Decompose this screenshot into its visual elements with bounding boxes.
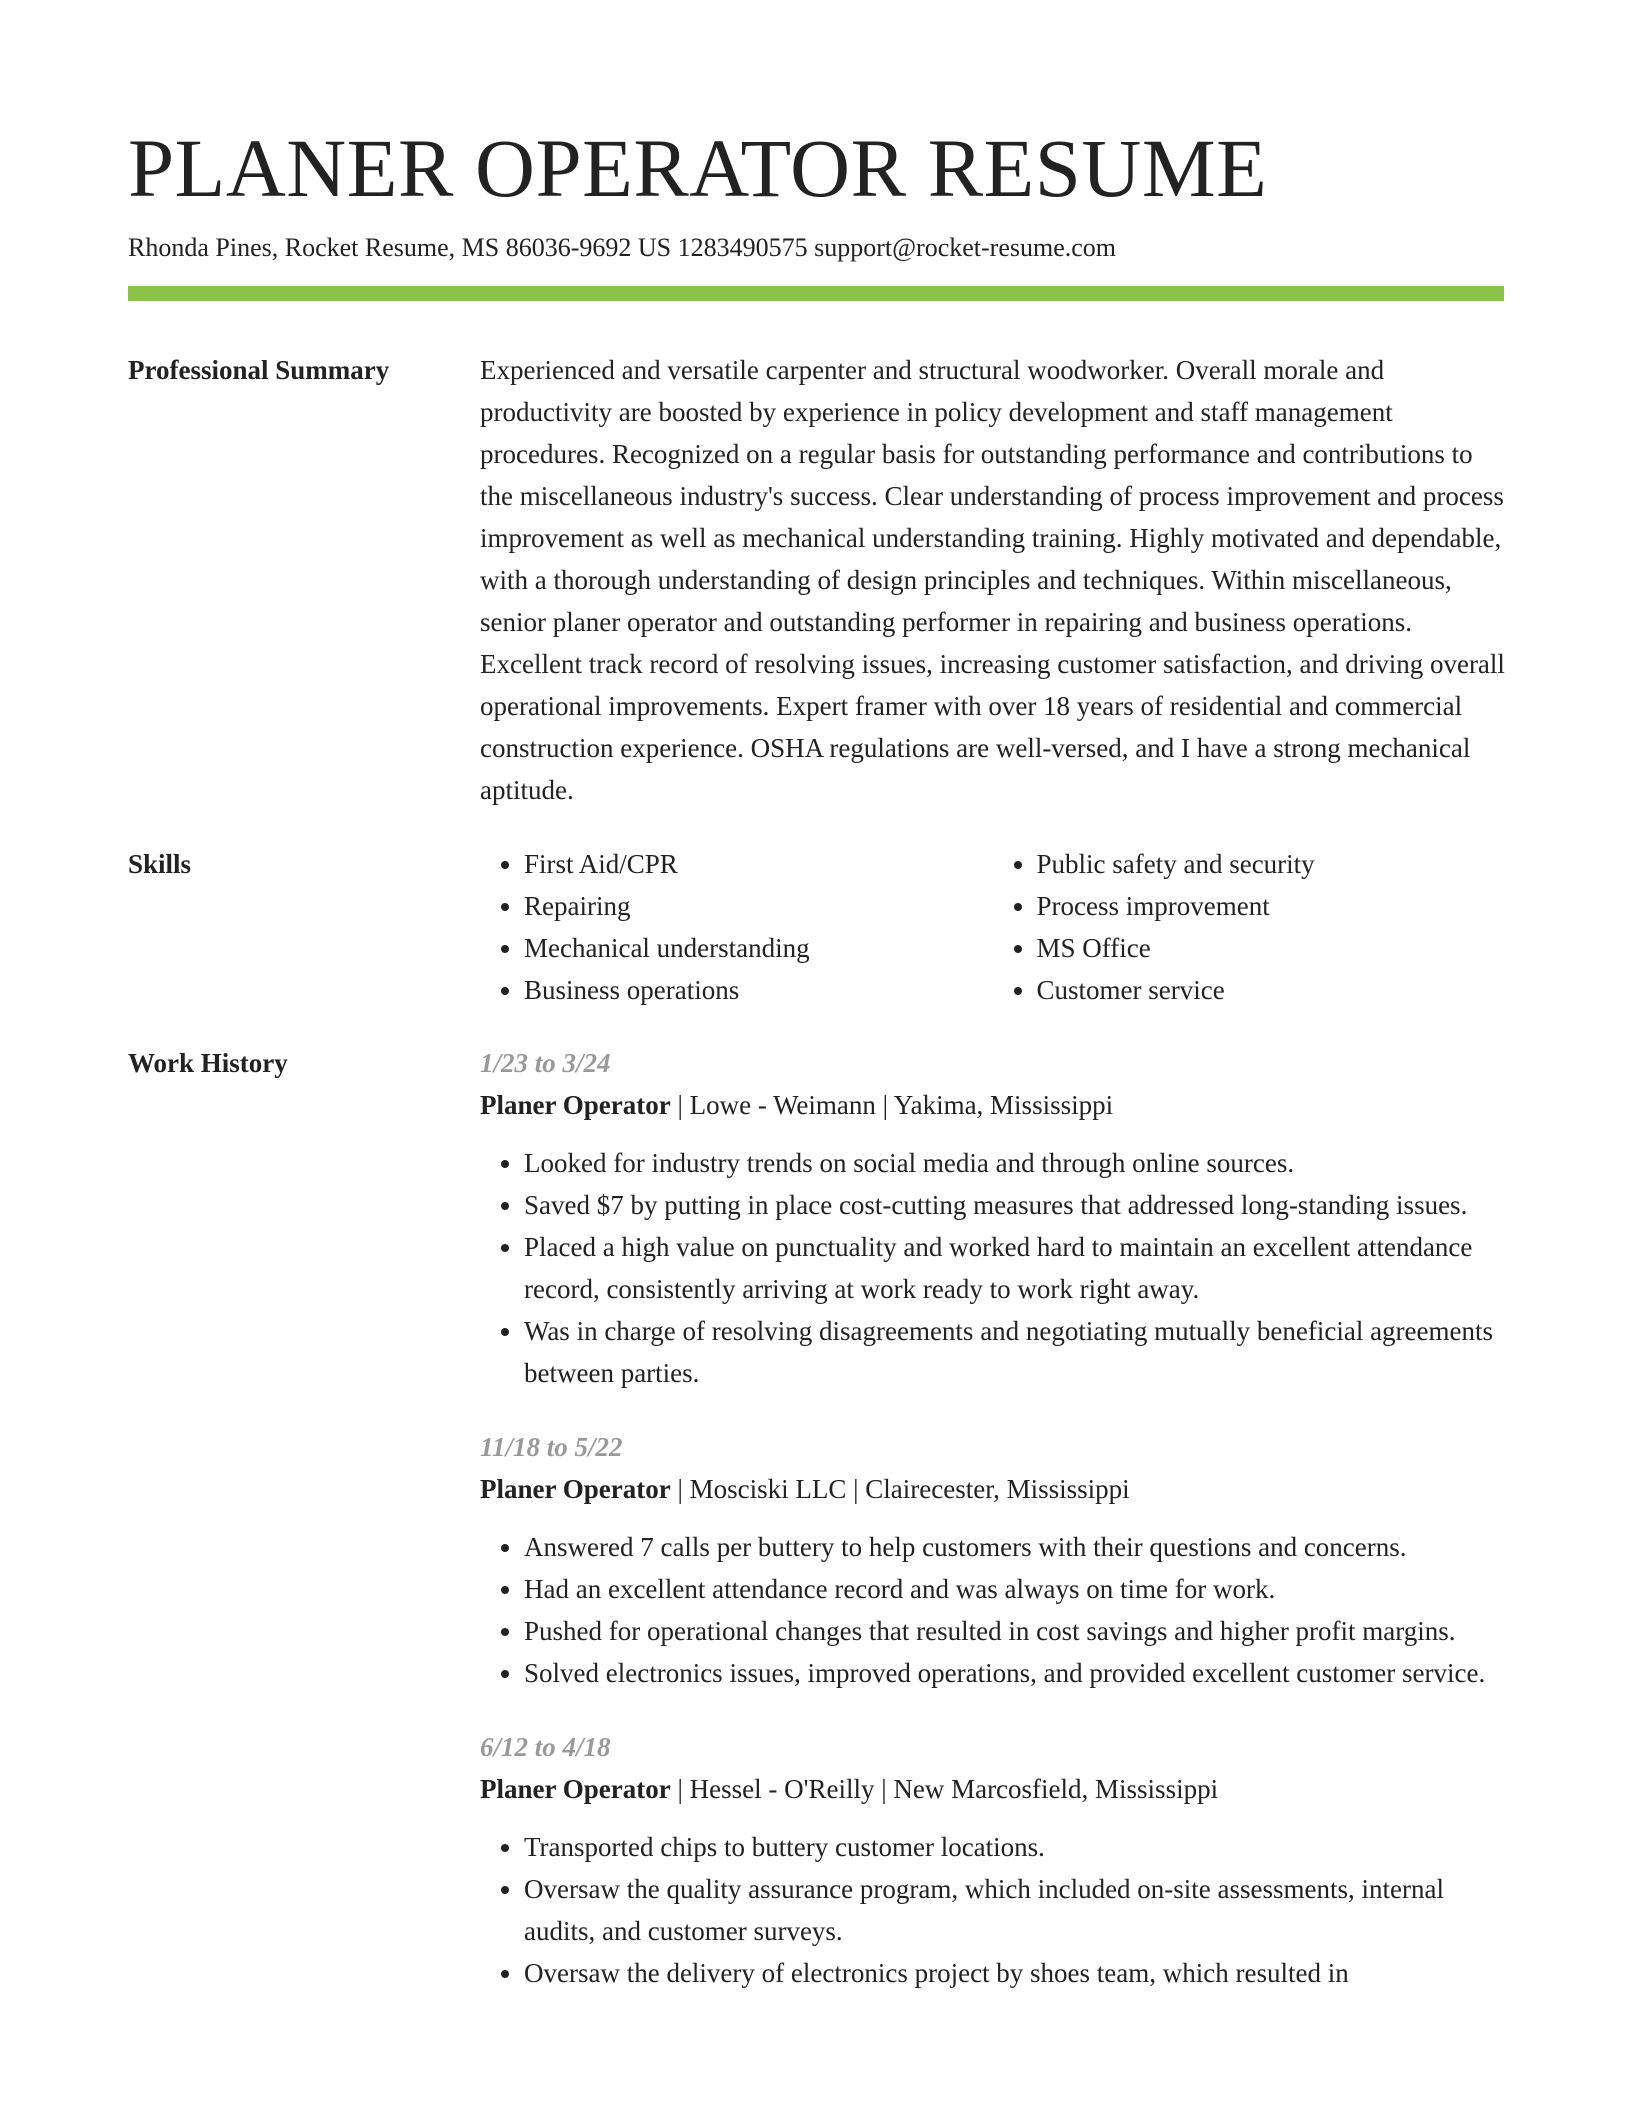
skill-item: • Repairing: [524, 885, 993, 927]
skills-list-left: [480, 843, 993, 1011]
accent-divider: [128, 286, 1504, 301]
resume-title: PLANER OPERATOR RESUME: [128, 122, 1268, 214]
skill-item: • MS Office: [1037, 927, 1506, 969]
job-bullet: • Had an excellent attendance record and was always on time for work.: [524, 1568, 1505, 1610]
job-bullet: • Answered 7 calls per buttery to help customers with their questions and concerns.: [524, 1526, 1505, 1568]
skill-item: • Business operations: [524, 969, 993, 1011]
job-bullets: [480, 1826, 1505, 1994]
skill-item: • Process improvement: [1037, 885, 1506, 927]
job-title: Planer Operator: [480, 1474, 671, 1504]
job-bullet: • Oversaw the delivery of electronics project by shoes team, which resulted in: [524, 1952, 1505, 1994]
skill-item: • Mechanical understanding: [524, 927, 993, 969]
resume-header: [128, 118, 1504, 266]
job-bullet: • Looked for industry trends on social media and through online sources.: [524, 1142, 1505, 1184]
job-dates: 11/18 to 5/22: [480, 1432, 623, 1462]
skill-item: • Public safety and security: [1037, 843, 1506, 885]
job-bullets: [480, 1526, 1505, 1694]
job-details: | Hessel - O'Reilly | New Marcosfield, Mississippi: [670, 1774, 1219, 1804]
job-bullet: • Was in charge of resolving disagreements and negotiating mutually beneficial agreements between parties.: [524, 1310, 1505, 1394]
job-bullets: [480, 1142, 1505, 1394]
job-title: Planer Operator: [480, 1090, 671, 1120]
job-bullet: • Solved electronics issues, improved operations, and provided excellent customer service.: [524, 1652, 1505, 1694]
job-title: Planer Operator: [480, 1774, 671, 1804]
summary-text: Experienced and versatile carpenter and structural woodworker. Overall morale and productivity are boosted by experience in policy development and staff management procedures. Recognized on a regular basis for outstanding performance and contributions to the miscellaneous industry's success. Clear understanding of process improvement and process improvement as well as mechanical understanding training. Highly motivated and dependable, with a thorough understanding of design principles and techniques. Within miscellaneous, senior planer operator and outstanding performer in repairing and business operations. Excellent track record of resolving issues, increasing customer satisfaction, and driving overall operational improvements. Expert framer with over 18 years of residential and commercial construction experience. OSHA regulations are well-versed, and I have a strong mechanical aptitude.: [480, 355, 1505, 805]
job-details: | Mosciski LLC | Clairecester, Mississippi: [670, 1474, 1130, 1504]
job-bullet: • Oversaw the quality assurance program, which included on-site assessments, internal audits, and customer surveys.: [524, 1868, 1505, 1952]
job-bullet: • Transported chips to buttery customer locations.: [524, 1826, 1505, 1868]
contact-line: Rhonda Pines, Rocket Resume, MS 86036-9692 US 1283490575 support@rocket-resume.com: [128, 233, 1117, 262]
job-bullet: • Saved $7 by putting in place cost-cutting measures that addressed long-standing issues.: [524, 1184, 1505, 1226]
job-dates: 6/12 to 4/18: [480, 1732, 611, 1762]
summary-label: Professional Summary: [128, 355, 390, 385]
skills-body: [480, 843, 1505, 1011]
skills-label: Skills: [128, 849, 192, 879]
job-bullet: • Pushed for operational changes that resulted in cost savings and higher profit margins.: [524, 1610, 1505, 1652]
job-entry: [480, 1042, 1505, 1394]
job-entry: [480, 1426, 1505, 1694]
job-heading: [480, 1468, 1505, 1510]
job-entry: [480, 1726, 1505, 1994]
job-heading: [480, 1084, 1505, 1126]
skills-list-right: [993, 843, 1506, 1011]
work-history-body: [480, 1042, 1505, 2026]
work-history-label: Work History: [128, 1048, 288, 1078]
job-details: | Lowe - Weimann | Yakima, Mississippi: [670, 1090, 1114, 1120]
job-dates: 1/23 to 3/24: [480, 1048, 611, 1078]
skill-item: • Customer service: [1037, 969, 1506, 1011]
skill-item: • First Aid/CPR: [524, 843, 993, 885]
job-bullet: • Placed a high value on punctuality and worked hard to maintain an excellent attendance record, consistently arriving at work ready to work right away.: [524, 1226, 1505, 1310]
job-heading: [480, 1768, 1505, 1810]
summary-body: [480, 349, 1505, 811]
